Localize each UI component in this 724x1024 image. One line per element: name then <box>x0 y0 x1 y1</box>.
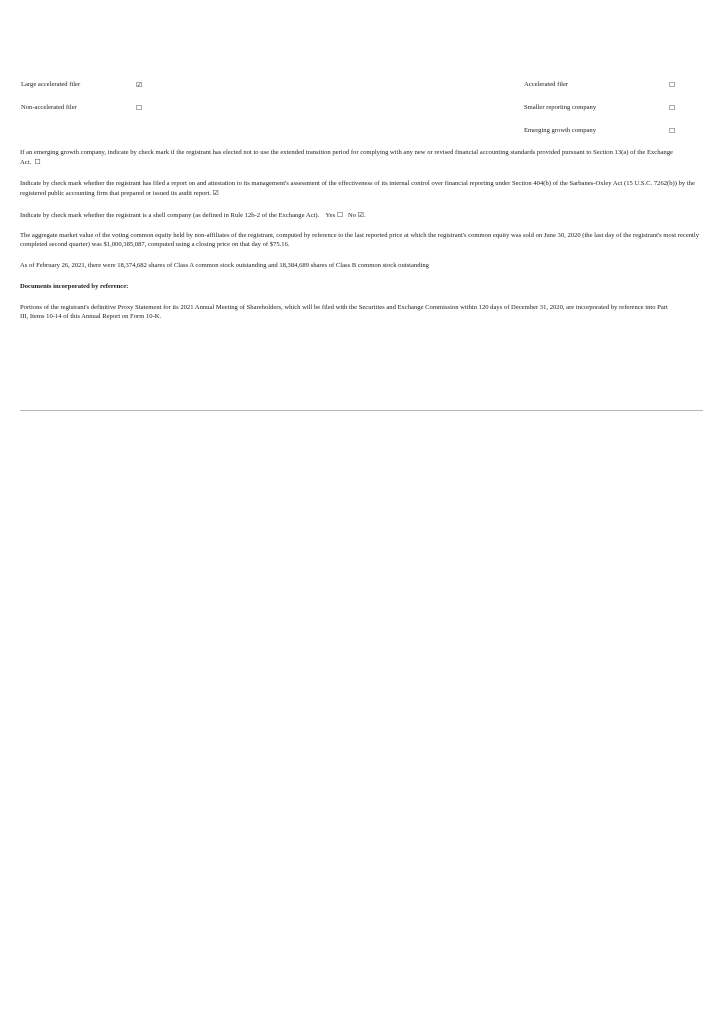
shell-period: . <box>364 212 366 219</box>
emerging-growth-transition-paragraph <box>20 149 704 167</box>
accelerated-filer-label: Accelerated filer <box>524 81 569 88</box>
emerging-growth-transition-checkbox[interactable]: ☐ <box>34 157 41 166</box>
accelerated-filer-checkbox[interactable]: ☐ <box>669 81 676 89</box>
smaller-reporting-company-checkbox[interactable]: ☐ <box>669 104 676 112</box>
shell-no-label: No <box>348 212 357 219</box>
non-accelerated-filer-checkbox[interactable]: ☐ <box>136 104 143 112</box>
attestation-text: Indicate by check mark whether the registrant has filed a report on and attestation to its management's assessment of the effectiveness of its internal control over financial reporting under Section 404(b) of the Sarbanes-Oxley Act (15 U.S.C. 7262(b)) by the registered public accounting firm that prepared or issued its audit report. <box>20 180 695 197</box>
market-value-paragraph <box>20 232 704 249</box>
documents-incorporated-paragraph <box>20 304 704 321</box>
attestation-checkbox[interactable]: ☑ <box>212 188 219 197</box>
shell-no-checkbox[interactable]: ☑ <box>357 211 365 219</box>
shares-outstanding-text: As of February 26, 2021, there were 18,374,682 shares of Class A common stock outstanding and 18,384,689 shares of Class B common stock outstanding <box>20 262 429 269</box>
large-accelerated-filer-checkbox[interactable]: ☑ <box>136 81 143 89</box>
market-value-text: The aggregate market value of the voting common equity held by non-affiliates of the registrant, computed by reference to the last reported price at which the registrant's common equity was sold on June 30, 2020 (the last day of the registrant's most recently completed second quarter) was $1,000,385,087, computed using a closing price on that day of $75.16. <box>20 232 700 248</box>
shell-company-paragraph <box>20 211 704 221</box>
non-accelerated-filer-label: Non-accelerated filer <box>21 104 77 111</box>
shell-company-text: Indicate by check mark whether the registrant is a shell company (as defined in Rule 12b-2 of the Exchange Act). <box>20 212 320 219</box>
shell-yes-checkbox[interactable]: ☐ <box>336 211 344 219</box>
shell-yes-label: Yes <box>325 212 336 219</box>
emerging-growth-transition-text: If an emerging growth company, indicate by check mark if the registrant has elected not to use the extended transition period for complying with any new or revised financial accounting standards provided pursuant to Section 13(a) of the Exchange Act. <box>20 149 673 166</box>
documents-incorporated-heading: Documents incorporated by reference: <box>20 283 129 290</box>
emerging-growth-company-label: Emerging growth company <box>524 127 597 134</box>
page-divider <box>20 410 703 411</box>
emerging-growth-company-checkbox[interactable]: ☐ <box>669 127 676 135</box>
smaller-reporting-company-label: Smaller reporting company <box>524 104 597 111</box>
large-accelerated-filer-label: Large accelerated filer <box>21 81 81 88</box>
attestation-paragraph <box>20 180 704 198</box>
shares-outstanding-paragraph <box>20 262 704 271</box>
documents-incorporated-text: Portions of the registrant's definitive Proxy Statement for its 2021 Annual Meeting of Shareholders, which will be filed with the Securities and Exchange Commission within 120 days of December 31, 2020, are incorporated by reference into Part III, Items 10-14 of this Annual Report on Form 10-K. <box>20 304 668 320</box>
